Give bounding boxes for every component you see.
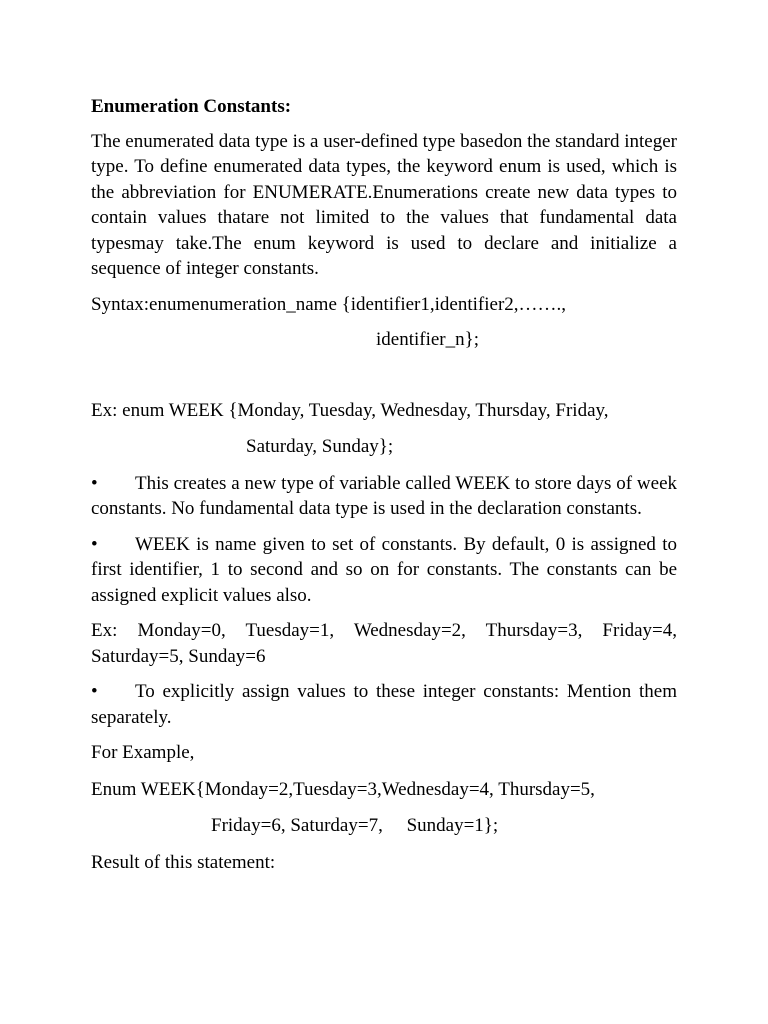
intro-paragraph: The enumerated data type is a user-defined type basedon the standard integer type. To define enumerated data types, the keyword enum is used, which is the abbreviation for ENUMERATE.Enumerations create new data types to contain values thatare not limited to the values that fundamental data typesmay take.The enum keyword is used to declare and initialize a sequence of integer constants. [91, 130, 677, 279]
example-1-line-2: Saturday, Sunday}; [246, 436, 394, 457]
enum-line-1: Enum WEEK{Monday=2,Tuesday=3,Wednesday=4, Thursday=5, [91, 778, 595, 800]
for-example-line: For Example, [91, 742, 195, 763]
result-line: Result of this statement: [91, 851, 276, 873]
example-1-line-1: Ex: enum WEEK {Monday, Tuesday, Wednesday, Thursday, Friday, [91, 399, 609, 421]
bullet-item-1 [91, 471, 677, 522]
bullet-text-2: WEEK is name given to set of constants. By default, 0 is assigned to first identifier, 1 to second and so on for constants. The constants can be assigned explicit values also. [91, 533, 677, 606]
example-2-paragraph: Ex: Monday=0, Tuesday=1, Wednesday=2, Thursday=3, Friday=4, Saturday=5, Sunday=6 [91, 620, 677, 667]
document-page [91, 94, 677, 875]
section-heading: Enumeration Constants: [91, 96, 292, 117]
bullet-symbol: • [91, 533, 98, 555]
syntax-line-2: identifier_n}; [376, 329, 480, 350]
bullet-symbol: • [91, 681, 98, 702]
bullet-text-3: To explicitly assign values to these integer constants: Mention them separately. [91, 681, 677, 728]
bullet-text-1: This creates a new type of variable called WEEK to store days of week constants. No fundamental data type is used in the declaration constants. [91, 472, 677, 519]
bullet-symbol: • [91, 472, 98, 494]
bullet-item-2 [91, 532, 677, 609]
enum-line-2: Friday=6, Saturday=7, Sunday=1}; [211, 815, 499, 836]
syntax-line-1: Syntax:enumenumeration_name {identifier1,identifier2,……., [91, 293, 567, 315]
bullet-item-3 [91, 679, 677, 730]
